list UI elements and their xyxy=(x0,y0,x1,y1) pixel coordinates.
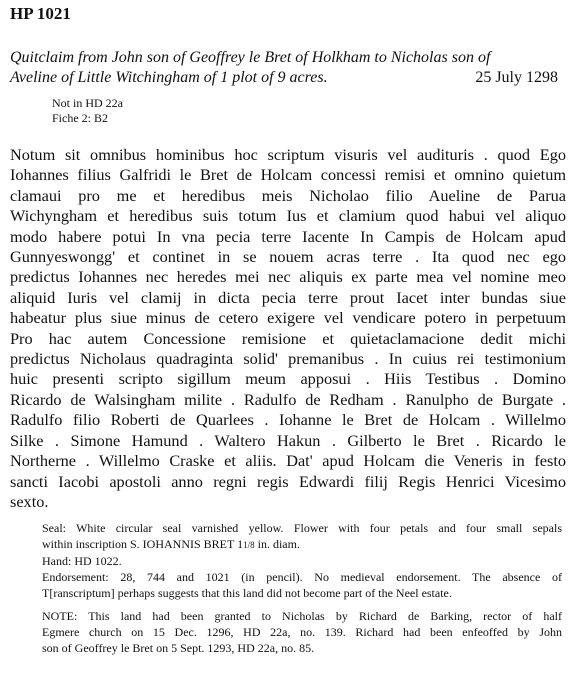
document-id: HP 1021 xyxy=(10,4,71,23)
heading-line-2: Aveline of Little Witchingham of 1 plot of 9 acres. xyxy=(10,69,328,86)
reference-fiche: Fiche 2: B2 xyxy=(52,111,108,125)
charter-line: Pro hac autem Concessione remisione et quietaclamacione dedit michi xyxy=(10,328,566,348)
reference-list xyxy=(52,96,566,126)
reference-hd: Not in HD 22a xyxy=(52,96,123,110)
charter-line: habeatur plus siue minus de cetero exigere vel vendicare potero in perpetuum xyxy=(10,308,566,328)
charter-line: Northerne . Willelmo Craske et aliis. Dat' apud Holcam die Veneris in festo xyxy=(10,451,566,471)
charter-line: Notum sit omnibus hominibus hoc scriptum visuris vel audituris . quod Ego xyxy=(10,145,566,164)
charter-text xyxy=(10,145,566,512)
grant-note-line-1: NOTE: This land had been granted to Nicholas by Richard de Barking, rector of half xyxy=(42,609,562,624)
charter-line: huic presenti scripto sigillum meum apposui . Hiis Testibus . Domino xyxy=(10,369,566,389)
charter-line: Radulfo filio Roberti de Quarlees . Iohanne le Bret de Holcam . Willelmo xyxy=(10,410,566,430)
editorial-notes xyxy=(42,520,562,656)
charter-line: Gunnyeswongg' et continet in se nouem acras terre . Ita quod nec ego xyxy=(10,247,566,267)
charter-line: sancti Iacobi apostoli anno regni regis Edwardi filij Regis Henrici Vicesimo xyxy=(10,471,566,491)
charter-line: Silke . Simone Hamund . Waltero Hakun . Gilberto le Bret . Ricardo le xyxy=(10,430,566,450)
grant-note-line-3: son of Geoffrey le Bret on 5 Sept. 1293, HD 22a, no. 85. xyxy=(42,641,315,656)
seal-inscription: within inscription S. IOHANNIS BRET 1 xyxy=(42,537,244,552)
charter-line: modo habere potui In vna pecia terre Iacente In Campis de Holcam apud xyxy=(10,226,566,246)
charter-line: clamaui pro me et heredibus meis Nicholao filio Aueline de Parua xyxy=(10,185,566,205)
grant-note-line-2: Egmere church on 15 Dec. 1296, HD 22a, no. 139. Richard had been enfeoffed by John xyxy=(42,625,562,640)
seal-note-line-1: Seal: White circular seal varnished yellow. Flower with four petals and four small sepals xyxy=(42,521,562,536)
document-heading xyxy=(10,48,566,88)
endorsement-note-line-1: Endorsement: 28, 744 and 1021 (in pencil). No medieval endorsement. The absence of xyxy=(42,570,562,585)
document-date: 25 July 1298 xyxy=(475,69,558,86)
seal-note-line-2 xyxy=(42,536,562,553)
seal-size-fraction: 1/8 xyxy=(243,540,255,551)
heading-line-2-row xyxy=(10,68,566,88)
note-gap xyxy=(42,601,562,608)
charter-line: sexto. xyxy=(10,491,49,511)
charter-line: predictus Iohannes nec heredes mei nec aliquis ex parte mea vel nomine meo xyxy=(10,267,566,287)
charter-line: Iohannes filius Galfridi le Bret de Holcam concessi remisi et omnino quietum xyxy=(10,165,566,185)
hand-note: Hand: HD 1022. xyxy=(42,554,122,569)
document-page xyxy=(10,4,566,656)
heading-line-1: Quitclaim from John son of Geoffrey le Bret of Holkham to Nicholas son of xyxy=(10,49,491,66)
charter-line: Wichyngham et heredibus suis totum Ius et clamium quod habui vel aliquo xyxy=(10,206,566,226)
seal-size-unit: in. diam. xyxy=(254,537,300,552)
charter-line: aliquid Iuris vel clamij in dicta pecia terre prout Iacet inter bundas siue xyxy=(10,287,566,307)
endorsement-note-line-2: T[ranscriptum] perhaps suggests that this land did not become part of the Neel estate. xyxy=(42,586,452,601)
charter-line: predictus Nicholaus quadraginta solid' premanibus . In cuius rei testimonium xyxy=(10,349,566,369)
charter-line: Ricardo de Walsingham milite . Radulfo de Redham . Ranulpho de Burgate . xyxy=(10,389,566,409)
